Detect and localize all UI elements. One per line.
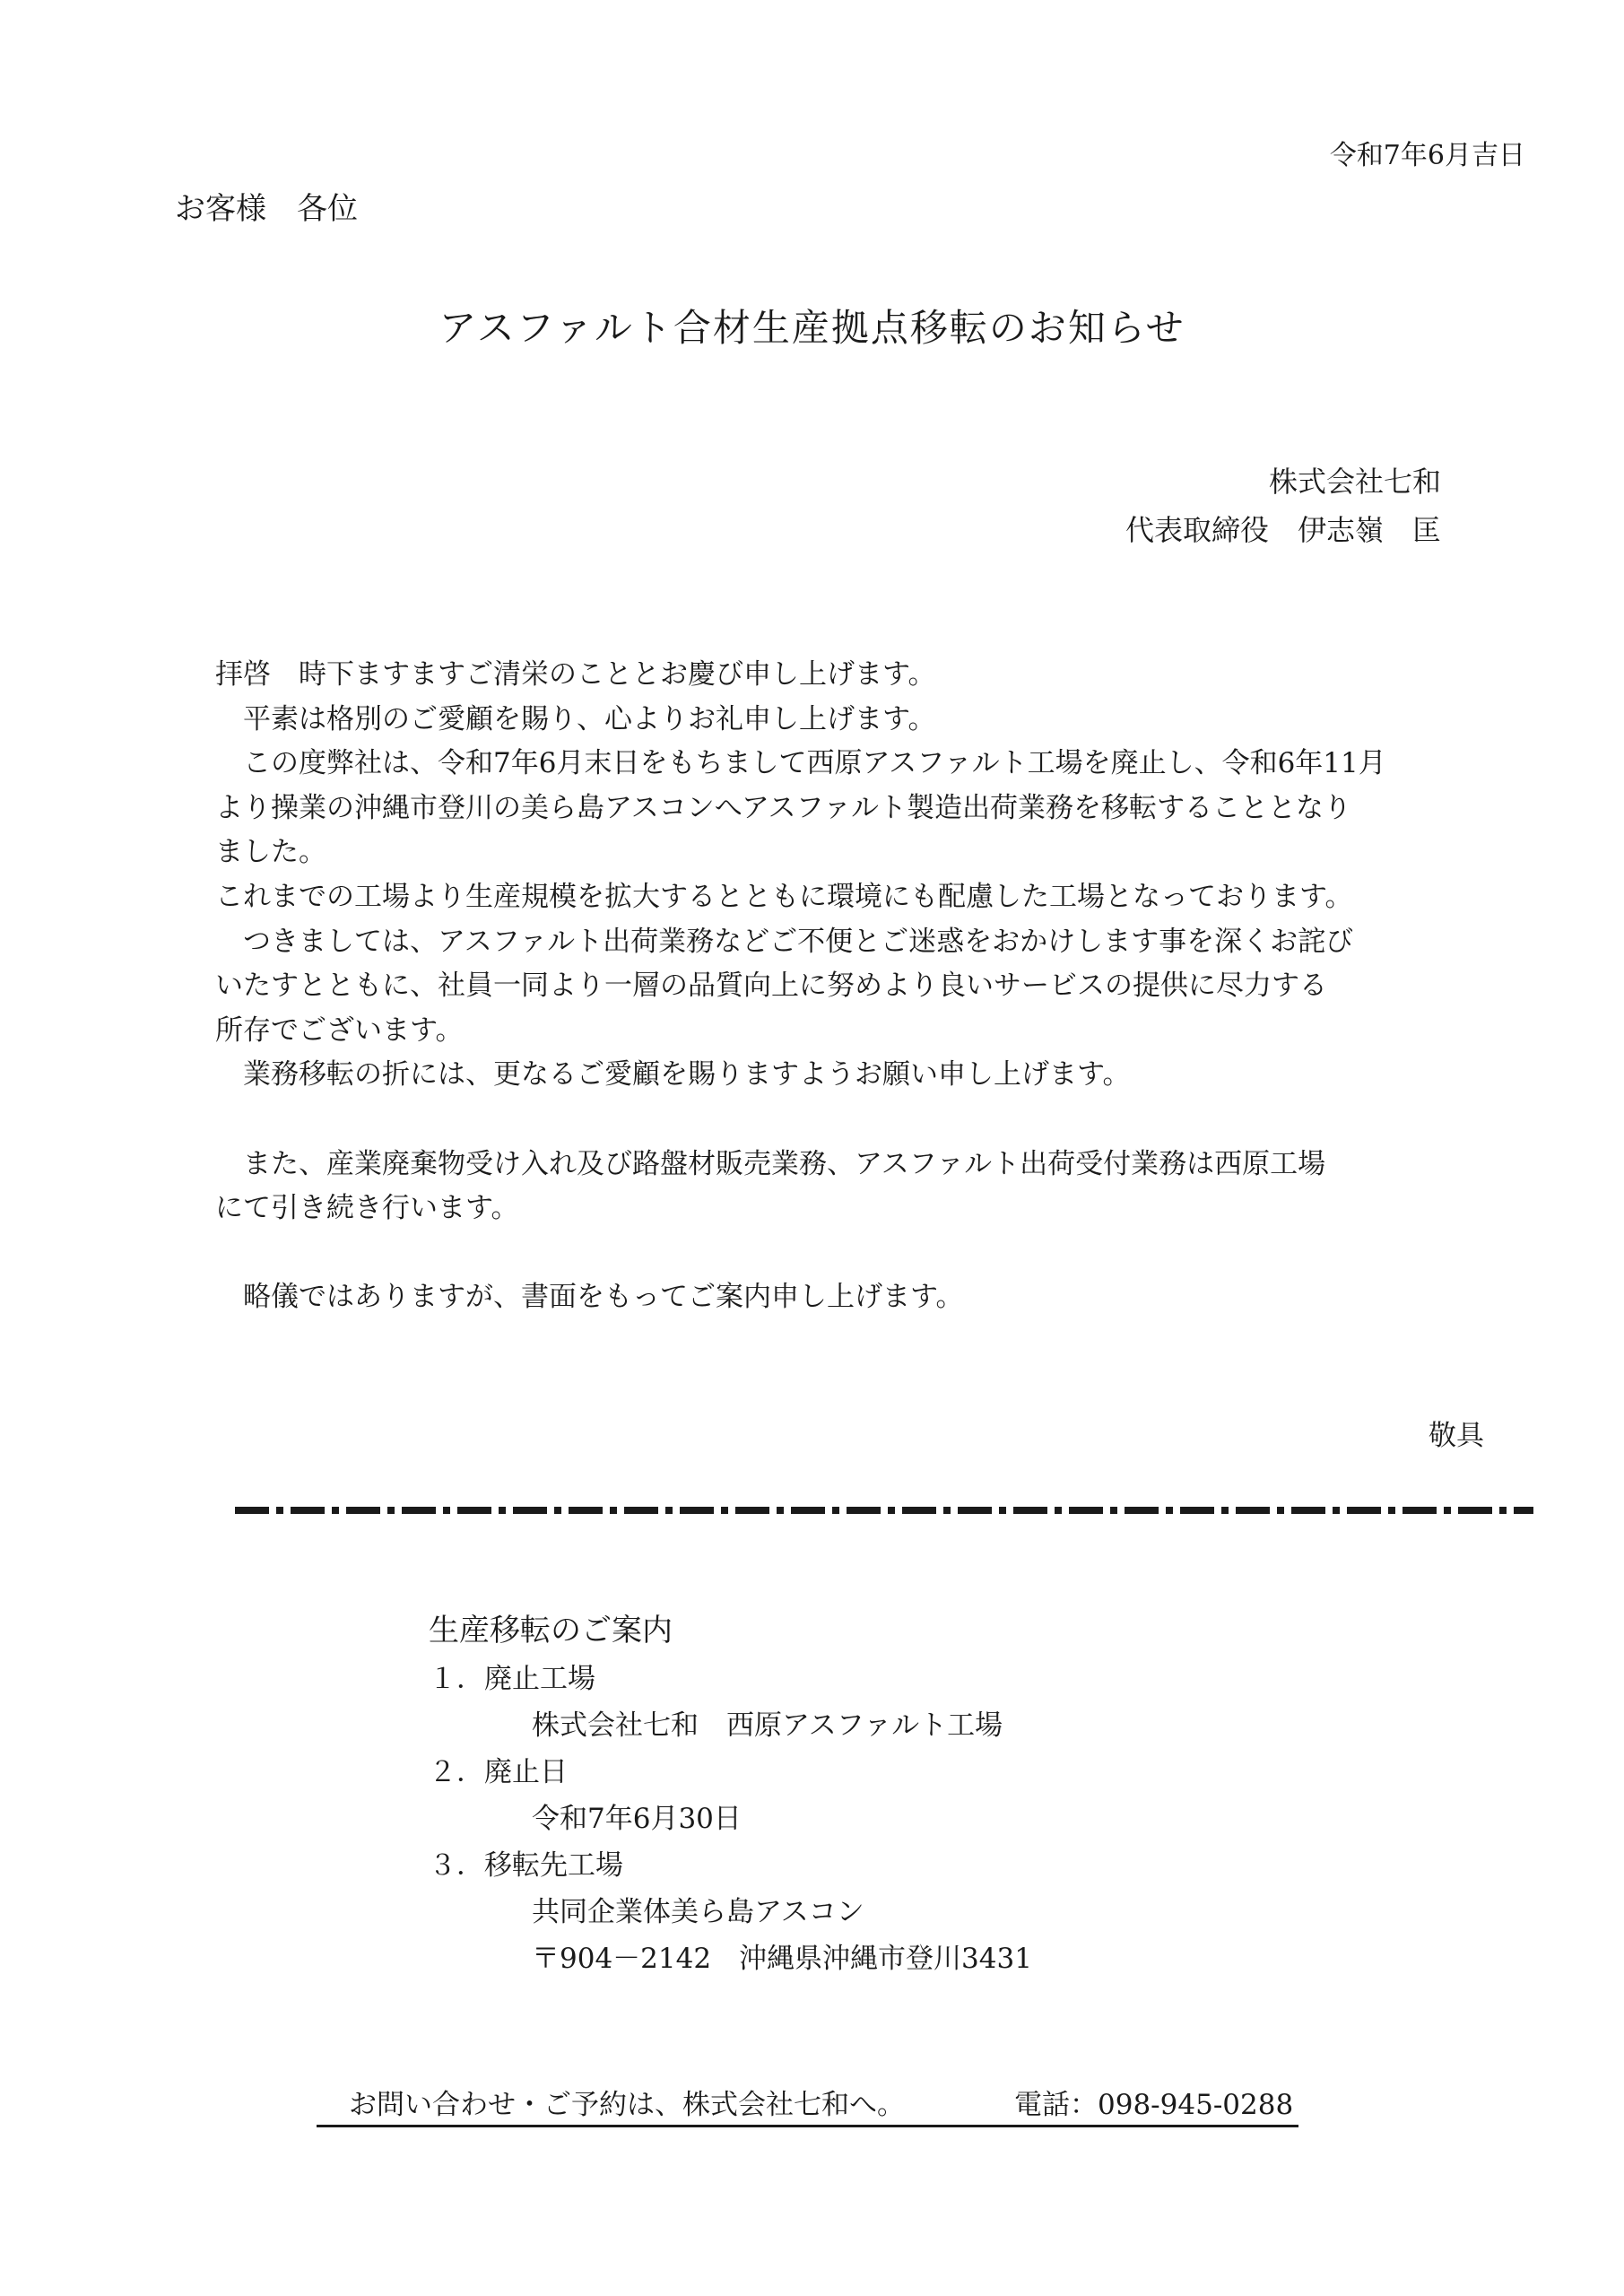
info-item-label: ３．移転先工場 (429, 1849, 623, 1882)
closing-salutation: 敬具 (1429, 1420, 1484, 1452)
sender-company: 株式会社七和 (1268, 465, 1441, 499)
contact-phone: 電話：098-945-0288 (1014, 2089, 1294, 2121)
body-line: また、産業廃棄物受け入れ及び路盤材販売業務、アスファルト出荷受付業務は西原工場 (215, 1147, 1326, 1180)
body-line: この度弊社は、令和7年6月末日をもちまして西原アスファルト工場を廃止し、令和6年11月 (215, 747, 1386, 780)
recipient: お客様 各位 (175, 191, 358, 227)
body-line: より操業の沖縄市登川の美ら島アスコンへアスファルト製造出荷業務を移転することとなり (215, 791, 1351, 824)
info-heading: 生産移転のご案内 (429, 1613, 673, 1648)
relocation-info (429, 1605, 1032, 1982)
body-line: 所存でございます。 (215, 1013, 464, 1047)
document-date: 令和7年6月吉日 (1329, 140, 1525, 171)
body-line: 業務移転の折には、更なるご愛顧を賜りますようお願い申し上げます。 (215, 1058, 1131, 1091)
body-line: ました。 (215, 836, 326, 869)
letter-body (215, 653, 1507, 1320)
info-item-value: 〒904－2142 沖縄県沖縄市登川3431 (532, 1943, 1032, 1975)
body-line: にて引き続き行います。 (215, 1192, 519, 1225)
dashed-divider (235, 1507, 1533, 1514)
sender-representative: 代表取締役 伊志嶺 匡 (1125, 513, 1441, 547)
paragraph-gap (215, 1098, 1507, 1143)
info-item-label: ２．廃止日 (429, 1756, 568, 1788)
paragraph-gap (215, 1231, 1507, 1276)
contact-footer (317, 2085, 1298, 2127)
info-item-label: １．廃止工場 (429, 1663, 595, 1695)
body-line: いたすとともに、社員一同より一層の品質向上に努めより良いサービスの提供に尽力する (215, 970, 1327, 1003)
contact-text: お問い合わせ・ご予約は、株式会社七和へ。 (349, 2089, 905, 2121)
body-line: つきましては、アスファルト出荷業務などご不便とご迷惑をおかけします事を深くお詫び (215, 925, 1354, 958)
body-line: これまでの工場より生産規模を拡大するとともに環境にも配慮した工場となっております。 (215, 880, 1353, 913)
info-item-value: 株式会社七和 西原アスファルト工場 (532, 1709, 1003, 1742)
document-title: アスファルト合材生産拠点移転のお知らせ (439, 306, 1185, 350)
body-line: 略儀ではありますが、書面をもってご案内申し上げます。 (215, 1281, 964, 1314)
body-line: 平素は格別のご愛顧を賜り、心よりお礼申し上げます。 (215, 702, 936, 735)
info-item-value: 共同企業体美ら島アスコン (532, 1896, 864, 1928)
info-item-value: 令和7年6月30日 (532, 1803, 742, 1835)
body-line: 拝啓 時下ますますご清栄のこととお慶び申し上げます。 (215, 658, 936, 691)
